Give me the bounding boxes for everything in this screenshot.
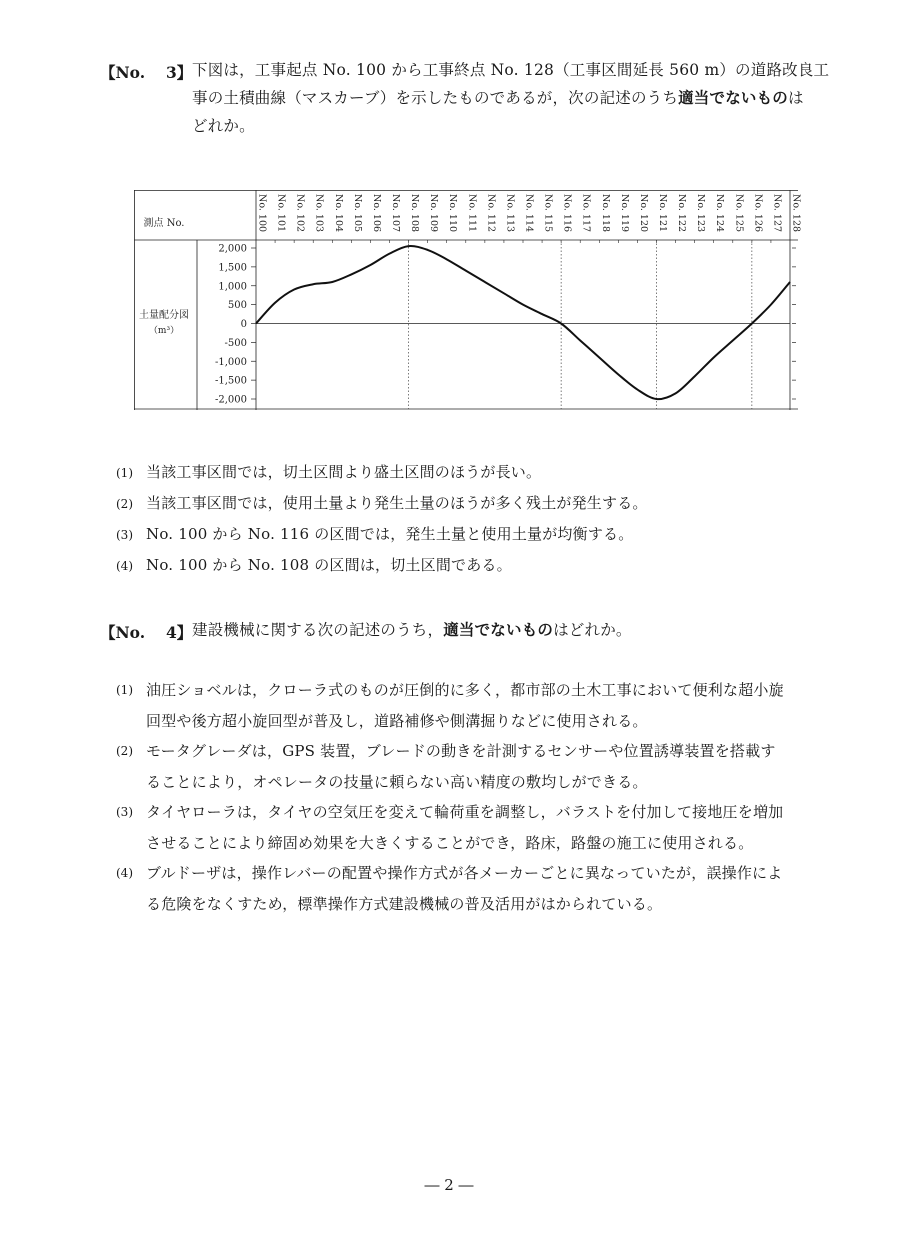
mass-curve-line [256,246,790,399]
question-3-option-4-mark: (4) [116,559,133,573]
page-number: ― 2 ― [424,1176,474,1194]
station-label: No. 121 [657,194,668,233]
station-label: No. 124 [714,194,726,233]
y-tick-label: 1,000 [218,281,247,293]
station-label: No. 126 [752,194,764,233]
question-4-option-2-line-1: モータグレーダは，GPS 装置，ブレードの動きを計測するセンサーや位置誘導装置を搭載す [146,742,776,760]
station-label: No. 113 [504,194,516,233]
station-label: No. 106 [370,194,382,233]
question-4-option-3-line-1: タイヤローラは，タイヤの空気圧を変えて輪荷重を調整し，バラストを付加して接地圧を増加 [146,803,784,821]
station-label: No. 101 [275,194,287,233]
question-4-option-2-mark: (2) [116,744,133,758]
station-label: No. 107 [390,194,401,233]
station-label: No. 109 [428,194,440,233]
station-label: No. 118 [599,194,611,233]
station-label: No. 127 [771,194,783,233]
y-axis-label-line-1: 土量配分図 [139,310,189,321]
question-4-option-2-line-2: ることにより，オペレータの技量に頼らない高い精度の敷均しができる。 [146,773,648,791]
question-3-option-3[interactable]: No. 100 から No. 116 の区間では，発生土量と使用土量が均衡する。 [146,525,634,543]
question-3-option-1[interactable]: 当該工事区間では，切土区間より盛土区間のほうが長い。 [146,463,542,481]
station-label: No. 103 [313,194,325,233]
station-label: No. 120 [637,194,649,233]
question-4-option-4[interactable] [146,858,782,920]
station-label: No. 125 [733,194,745,233]
question-4-option-1[interactable] [146,675,784,737]
station-label: No. 100 [256,194,268,233]
question-4-option-2[interactable] [146,736,776,798]
station-label: No. 111 [466,194,478,233]
question-4-option-1-line-1: 油圧ショベルは，クローラ式のものが圧倒的に多く，都市部の土木工事において便利な超小旋 [146,681,784,699]
question-4-text-pre: 建設機械に関する次の記述のうち， [192,621,444,639]
question-4-option-4-line-1: ブルドーザは，操作レバーの配置や操作方式が各メーカーごとに異なっていたが，誤操作によ [146,864,783,882]
question-3-option-4[interactable]: No. 100 から No. 108 の区間は，切土区間である。 [146,556,512,574]
station-label: No. 128 [790,194,802,233]
station-label: No. 115 [542,194,554,233]
y-axis-label-line-2: （m³） [148,326,180,336]
question-4-option-1-mark: (1) [116,683,133,697]
question-4-option-4-line-2: る危険をなくすため，標準操作方式建設機械の普及活用がはかられている。 [146,895,663,913]
station-label: No. 122 [676,194,688,233]
y-tick-label: -1,000 [214,356,247,368]
question-4-option-3-mark: (3) [116,805,133,819]
station-label: No. 119 [618,194,630,233]
station-label: No. 114 [523,194,535,233]
question-3-emphasis: 適当でないもの [678,89,788,107]
question-4-text [192,616,632,644]
question-3-option-1-mark: (1) [116,466,133,480]
station-label: No. 110 [447,194,459,233]
y-tick-label: -500 [224,337,247,349]
chart-gridlines [256,240,790,409]
question-4-emphasis: 適当でないもの [443,621,554,639]
question-4-option-4-mark: (4) [116,866,133,880]
question-4-option-1-line-2: 回型や後方超小旋回型が普及し，道路補修や側溝掘りなどに使用される。 [146,712,648,730]
station-label: No. 116 [561,194,573,233]
question-3-line-1: 下図は，工事起点 No. 100 から工事終点 No. 128（工事区間延長 560 m）の道路改良工 [192,61,830,79]
station-label: No. 123 [695,194,707,233]
question-4-text-post: はどれか。 [553,621,632,639]
mass-curve-series [256,246,790,399]
station-label: No. 108 [409,194,421,233]
y-tick-label: 2,000 [218,243,247,255]
station-label: No. 102 [294,194,306,233]
question-3-line-3: どれか。 [192,117,255,135]
y-tick-label: 1,500 [218,262,247,274]
question-3-option-2[interactable]: 当該工事区間では，使用土量より発生土量のほうが多く残土が発生する。 [146,494,648,512]
y-tick-label: -2,000 [214,394,247,406]
station-labels [257,194,802,243]
mass-curve-chart [134,190,802,410]
question-3-option-3-mark: (3) [116,528,133,542]
question-4-option-3[interactable] [146,797,783,859]
station-label: No. 104 [332,194,344,233]
y-axis-ticks [215,244,796,406]
question-3-line-2-post: は [788,89,804,107]
question-3-number: 【No. 3】 [100,63,193,82]
station-label: No. 117 [580,194,592,233]
station-label: No. 112 [485,194,497,233]
y-tick-label: -1,500 [214,375,247,387]
y-tick-label: 0 [240,319,247,330]
station-header: 測点 No. [143,218,185,229]
station-label: No. 105 [351,194,363,233]
question-3-text [192,56,830,140]
question-3-option-2-mark: (2) [116,497,133,511]
question-4-number: 【No. 4】 [100,623,193,642]
question-4-option-3-line-2: させることにより締固め効果を大きくすることができ，路床，路盤の施工に使用される。 [146,834,754,852]
question-3-line-2 [192,84,812,112]
y-tick-label: 500 [227,300,247,312]
question-3-line-2-pre: 事の土積曲線（マスカーブ）を示したものであるが，次の記述のうち [192,89,679,107]
